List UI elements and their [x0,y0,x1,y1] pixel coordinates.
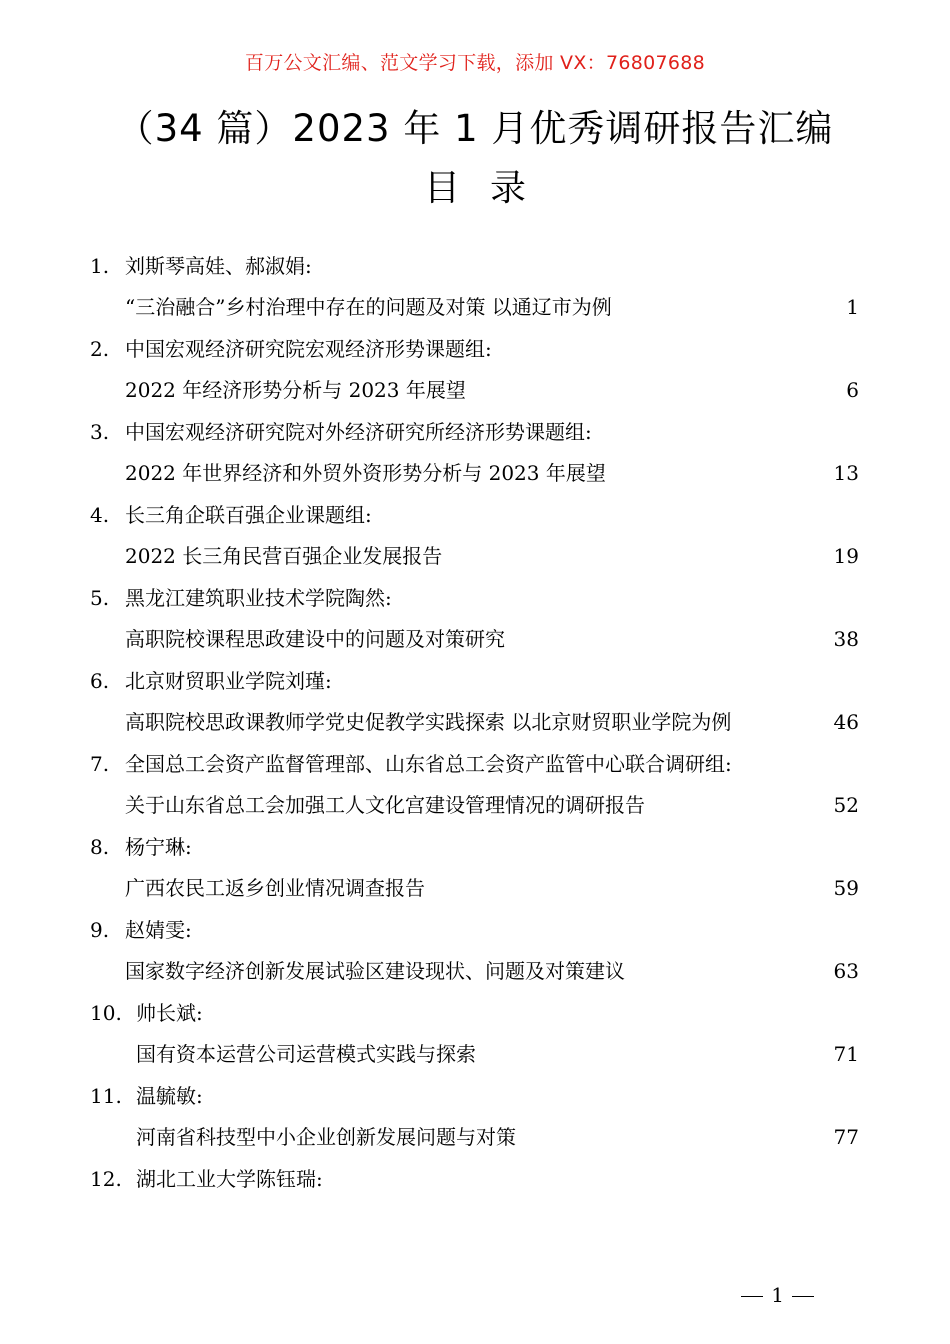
entry-title[interactable]: 国有资本运营公司运营模式实践与探索 [136,1042,476,1066]
entry-author: 湖北工业大学陈钰瑞: [136,1167,323,1191]
watermark-banner: 百万公文汇编、范文学习下载，添加 VX：76807688 [244,52,706,74]
entry-author: 全国总工会资产监督管理部、山东省总工会资产监管中心联合调研组: [125,752,732,776]
entry-number: 10. [90,1001,122,1025]
toc-entry[interactable] [0,661,950,744]
entry-page: 46 [833,710,859,734]
entry-page: 63 [833,959,859,983]
entry-author: 中国宏观经济研究院对外经济研究所经济形势课题组: [125,420,592,444]
entry-author: 帅长斌: [136,1001,203,1025]
document-title: （34 篇）2023 年 1 月优秀调研报告汇编 [116,107,834,150]
entry-author: 中国宏观经济研究院宏观经济形势课题组: [125,337,492,361]
entry-number: 5. [90,586,110,610]
entry-page: 19 [833,544,859,568]
entry-number: 12. [90,1167,122,1191]
entry-author: 赵婧雯: [125,918,192,942]
entry-author: 杨宁琳: [125,835,192,859]
table-of-contents [0,246,950,1242]
entry-title[interactable]: 高职院校思政课教师学党史促教学实践探索 以北京财贸职业学院为例 [125,710,732,734]
entry-author: 长三角企联百强企业课题组: [125,503,372,527]
toc-entry[interactable] [0,744,950,827]
toc-entry[interactable] [0,1159,950,1242]
entry-title[interactable]: 河南省科技型中小企业创新发展问题与对策 [136,1125,516,1149]
entry-number: 4. [90,503,110,527]
entry-title[interactable]: 2022 年世界经济和外贸外资形势分析与 2023 年展望 [125,461,606,485]
page-number: 1 [771,1283,784,1307]
entry-number: 3. [90,420,110,444]
entry-author: 刘斯琴高娃、郝淑娟: [125,254,312,278]
toc-entry[interactable] [0,246,950,329]
entry-page: 77 [833,1125,859,1149]
entry-number: 9. [90,918,110,942]
entry-title[interactable]: 国家数字经济创新发展试验区建设现状、问题及对策建议 [125,959,625,983]
toc-entry[interactable] [0,1076,950,1159]
entry-number: 11. [90,1084,122,1108]
toc-entry[interactable] [0,910,950,993]
entry-page: 38 [833,627,859,651]
toc-entry[interactable] [0,993,950,1076]
entry-author: 黑龙江建筑职业技术学院陶然: [125,586,392,610]
entry-title[interactable]: 关于山东省总工会加强工人文化宫建设管理情况的调研报告 [125,793,645,817]
entry-page: 52 [833,793,859,817]
toc-entry[interactable] [0,578,950,661]
entry-number: 6. [90,669,110,693]
toc-entry[interactable] [0,412,950,495]
entry-author: 北京财贸职业学院刘瑾: [125,669,332,693]
entry-number: 8. [90,835,110,859]
entry-page: 59 [833,876,859,900]
entry-title[interactable]: 2022 长三角民营百强企业发展报告 [125,544,443,568]
page-footer [733,1283,822,1307]
entry-page: 1 [846,295,859,319]
entry-page: 13 [833,461,859,485]
toc-heading: 目录 [423,168,556,209]
toc-entry[interactable] [0,329,950,412]
entry-page: 71 [833,1042,859,1066]
entry-title[interactable]: “三治融合”乡村治理中存在的问题及对策 以通辽市为例 [125,295,612,319]
footer-dash-left [741,1296,763,1297]
entry-title[interactable]: 2022 年经济形势分析与 2023 年展望 [125,378,466,402]
entry-number: 1. [90,254,110,278]
entry-number: 2. [90,337,110,361]
entry-title[interactable]: 广西农民工返乡创业情况调查报告 [125,876,425,900]
entry-number: 7. [90,752,110,776]
entry-author: 温毓敏: [136,1084,203,1108]
entry-title[interactable]: 高职院校课程思政建设中的问题及对策研究 [125,627,505,651]
entry-page: 6 [846,378,859,402]
footer-dash-right [792,1296,814,1297]
toc-entry[interactable] [0,827,950,910]
toc-entry[interactable] [0,495,950,578]
